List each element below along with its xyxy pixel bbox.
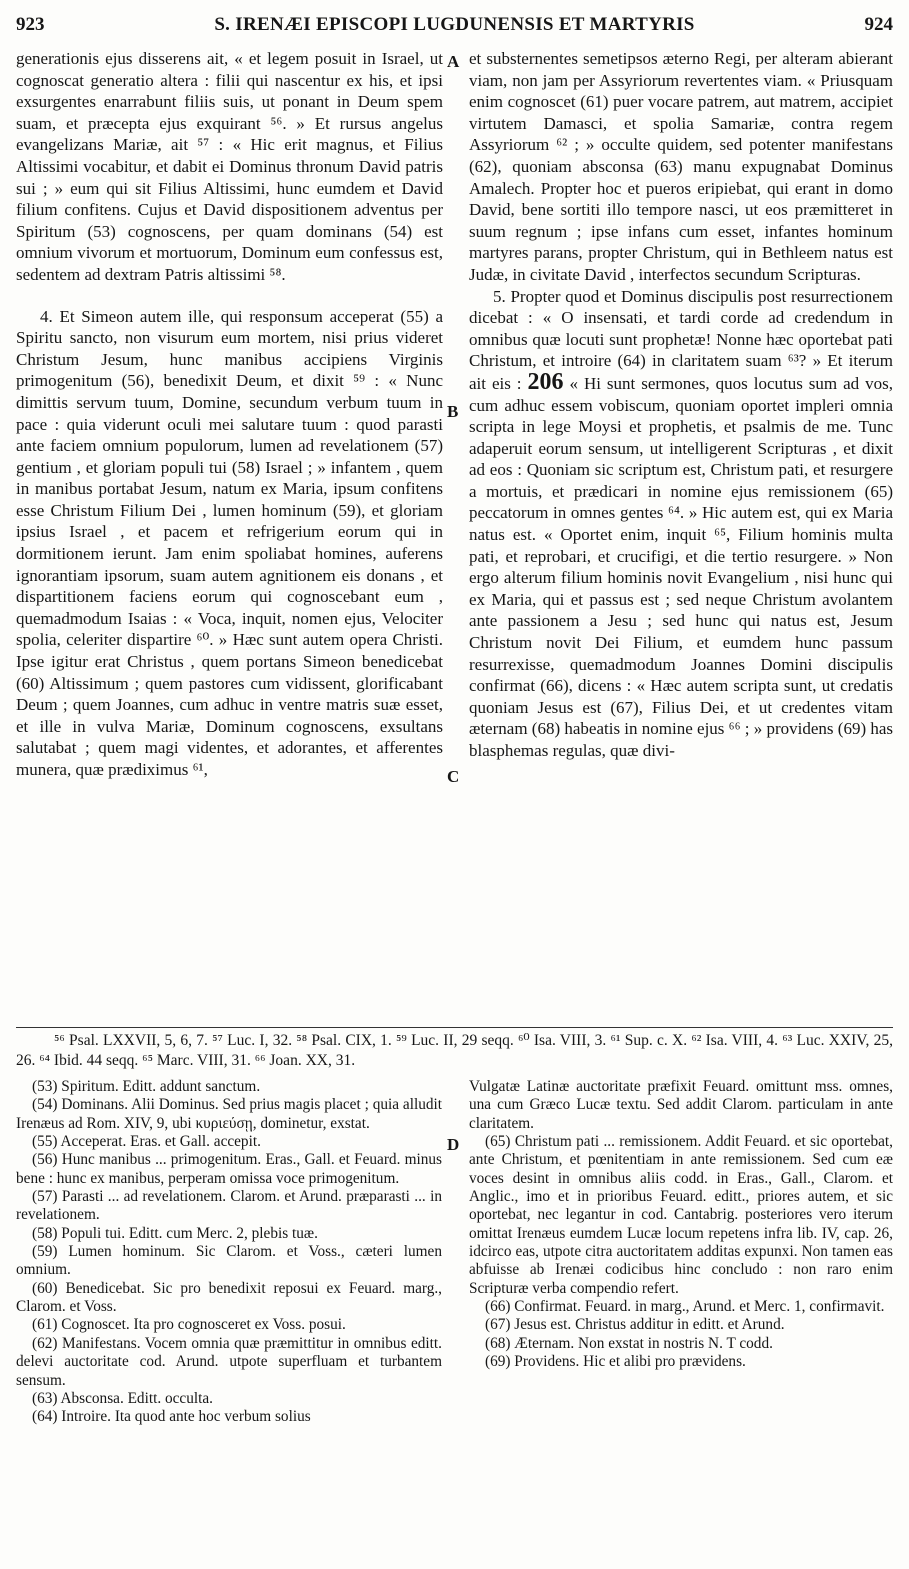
notes-left-column (16, 1078, 442, 1563)
note: (54) Dominans. Alii Dominus. Sed prius magis placet ; quia alludit Irenæus ad Rom. XIV, 9, ubi κυριεύσῃ, dominetur, exstat. (16, 1096, 442, 1132)
note: (57) Parasti ... ad revelationem. Clarom. et Arund. præparasti ... in revelationem. (16, 1188, 442, 1224)
paragraph-text: 5. Propter quod et Dominus discipulis post resurrectionem dicebat : « O insensati, et tardi corde ad credendum in omnibus quæ locuti sunt prophetæ! Nonne hæc oportebat pati Christum, et introire (64) in claritatem suam ⁶³? » Et iterum ait eis : (469, 286, 893, 393)
footnote-divider (16, 1027, 893, 1028)
note: (67) Jesus est. Christus additur in editt. et Arund. (485, 1316, 785, 1334)
note: (59) Lumen hominum. Sic Clarom. et Voss., cæteri lumen omnium. (16, 1243, 442, 1279)
note: (68) Æternam. Non exstat in nostris N. T codd. (485, 1334, 773, 1352)
paragraph-text: « Hi sunt sermones, quos locutus sum ad vos, cum adhuc essem vobiscum, quoniam oportet impleri omnia scripta in lege Moysi et prophetis, et psalmis de me. Tunc adaperuit eorum sensum, ut intelligerent Scripturas , et dixit ad eos : Quoniam sic scriptum est, Christum pati, et resurgere a mortuis, et prædicari in nomine ejus remissionem (65) peccatorum in omnes gentes ⁶⁴. » Hic autem est, qui ex Maria natus est. « Oportet enim, inquit ⁶⁵, Filium hominis multa pati, et reprobari, et crucifigi, et die tertio resurgere. » Non ergo alterum filium hominis novit Evangelium , nisi hunc qui ex Maria, qui et passus est ; sed neque Christum avolantem ante passionem a Jesu ; sed hunc qui natus est, Jesum Christum novit Dei Filium, et eumdem hunc passum resurrexisse, quemadmodum Joannes Domini discipulis confirmat (66), dicens : « Hæc autem scripta sunt, ut credatis quoniam Jesus est (67), Filius Dei, et ut credentes vitam æternam (68) habeatis in nomine ejus ⁶⁶ ; » providens (69) has blasphemas regulas, quæ divi- (469, 373, 894, 760)
note: (69) Providens. Hic et alibi pro prævidens. (485, 1353, 746, 1371)
note: (63) Absconsa. Editt. occulta. (32, 1389, 213, 1407)
paragraph: et substernentes semetipsos æterno Regi, per alteram abierant viam, non jam per Assyriorum revertentes viam. « Priusquam enim cognoscet (61) puer vocare patrem, aut matrem, accipiet virtutem Damasci, et spolia Samariæ, contra regem Assyriorum ⁶² ; » occulte quidem, sed potenter manifestans (62), quoniam absconsa (63) manu expugnabat Dominus Amalech. Propter hoc et pueros eripiebat, qui erant in domo David, bene sortiti illo tempore nasci, ut eos præmitteret in suum regnum ; ipse infans cum esset, infantes hominum martyres parans, propter Christum, qui in Bethleem natus est Judæ, in civitate David , interfectos secundum Scripturas. (469, 49, 893, 284)
margin-letter-b: B (447, 402, 459, 421)
page-number-right: 924 (864, 14, 893, 35)
note: (62) Manifestans. Vocem omnia quæ præmittitur in omnibus editt. delevi auctoritate cod. Arund. utpote superfluam et turbantem sensum. (16, 1334, 442, 1389)
reference-list: ⁵⁶ Psal. LXXVII, 5, 6, 7. ⁵⁷ Luc. I, 32. ⁵⁸ Psal. CIX, 1. ⁵⁹ Luc. II, 29 seqq. ⁶⁰ Isa. VIII, 3. ⁶¹ Sup. c. X. ⁶² Isa. VIII, 4. ⁶³ Luc. XXIV, 25, 26. ⁶⁴ Ibid. 44 seqq. ⁶⁵ Marc. VIII, 31. ⁶⁶ Joan. XX, 31. (16, 1032, 893, 1069)
left-column (16, 48, 443, 1023)
note: (53) Spiritum. Editt. addunt sanctum. (32, 1078, 261, 1095)
notes-right-column (469, 1078, 893, 1563)
page-number-left: 923 (16, 14, 45, 35)
note: (55) Acceperat. Eras. et Gall. accepit. (32, 1133, 261, 1151)
scripture-references (16, 1031, 893, 1070)
paragraph: generationis ejus disserens ait, « et legem posuit in Israel, ut cognoscat generatio altera : filii qui nascentur ex his, et ipsi exsurgentes enarrabunt filiis suis, ut ponant in Deum spem suam, et præcepta ejus exquirant ⁵⁶. » Et rursus angelus evangelizans Mariæ, ait ⁵⁷ : « Hic erit magnus, et Filius Altissimi vocabitur, et dabit ei Dominus thronum David patris sui ; » eum qui sit Filius Altissimi, hunc eumdem et David filium confitens. Cujus et David dispositionem adventus per Spiritum (53) cognoscens, per quam dominans (54) est omnium vivorum et mortuorum, Dominum eum confessus est, sedentem ad dextram Patris altissimi ⁵⁸. (16, 49, 443, 284)
note: (65) Christum pati ... remissionem. Addit Feuard. et sic oportebat, ante Christum, et pœnitentiam in ante remissionem. Sed cum eæ voces desint in omnibus aliis codd. in Eras., Gall., Clarom. et Anglic., imo et in prioribus Feuard. editt., priores autem, et sic oportebat, nec legantur in cod. Cantabrig. posteriores vero iterum omittat Irenæus eumdem Lucæ locum repetens infra lib. IV, cap. 26, idcirco eas, utpote citra auctoritatem additas expunxi. Non tamen eas abfuisse ab Irenæi codicibus hinc concludo : non raro enim Scripturæ verba compendio refert. (469, 1133, 893, 1297)
right-column (469, 48, 893, 1023)
note: (66) Confirmat. Feuard. in marg., Arund. et Merc. 1, confirmavit. (485, 1298, 885, 1316)
running-title: S. IRENÆI EPISCOPI LUGDUNENSIS ET MARTYRIS (214, 14, 695, 35)
note: Vulgatæ Latinæ auctoritate præfixit Feuard. omittunt mss. omnes, una cum Græco Lucæ textu. Sed addit Clarom. particulam in ante claritatem. (469, 1078, 893, 1132)
paragraph: 4. Et Simeon autem ille, qui responsum acceperat (55) a Spiritu sancto, non visurum eum mortem, nisi prius videret Christum Jesum, hunc manibus accipiens Virginis primogenitum (56), benedixit Deum, et dixit ⁵⁹ : « Nunc dimittis servum tuum, Domine, secundum verbum tuum in pace : quia viderunt oculi mei salutare tuum : quod parasti ante faciem omnium populorum, lumen ad revelationem (57) gentium , et gloriam populi tui (58) Israel ; » infantem , quem in manibus portabat Jesum, natum ex Maria, ipsum confitens esse Christum Filium Dei , lumen hominum (59), et gloriam ipsius Israel , et pacem et refrigerium eorum qui in dormitionem ierunt. Jam enim spoliabat homines, auferens ignorantiam ipsorum, suam autem agnitionem eis donans , et dispartitionem faciens eorum qui cognoscebant eum , quemadmodum Isaias : « Voca, inquit, nomen ejus, Velociter spolia, celeriter dispartire ⁶⁰. » Hæc sunt autem opera Christi. Ipse igitur erat Christus , quem portans Simeon benedicebat (60) Altissimum ; quem pastores cum vidissent, glorificabant Deum ; quem Joannes, cum adhuc in ventre matris suæ esset, et ille in vulva Mariæ, Dominum cognoscens, exsultans salutabat ; quem magi videntes, et adorantes, et afferentes munera, quæ prædiximus ⁶¹, (16, 306, 443, 779)
margin-letter-c: C (447, 767, 460, 786)
note: (64) Introire. Ita quod ante hoc verbum solius (32, 1408, 311, 1426)
margin-letter-a: A (447, 52, 460, 71)
note: (60) Benedicebat. Sic pro benedixit reposui ex Feuard. marg., Clarom. et Voss. (16, 1279, 442, 1316)
running-header (16, 14, 893, 38)
paragraph (469, 286, 893, 762)
note: (56) Hunc manibus ... primogenitum. Eras., Gall. et Feuard. minus bene : hunc ex manibus, perperam omissa voce primogenitum. (16, 1151, 442, 1187)
margin-letter-d: D (447, 1135, 460, 1154)
note: (61) Cognoscet. Ita pro cognosceret ex Voss. posui. (32, 1316, 346, 1334)
note: (58) Populi tui. Editt. cum Merc. 2, plebis tuæ. (32, 1224, 318, 1242)
marginal-page-number: 206 (527, 368, 564, 395)
